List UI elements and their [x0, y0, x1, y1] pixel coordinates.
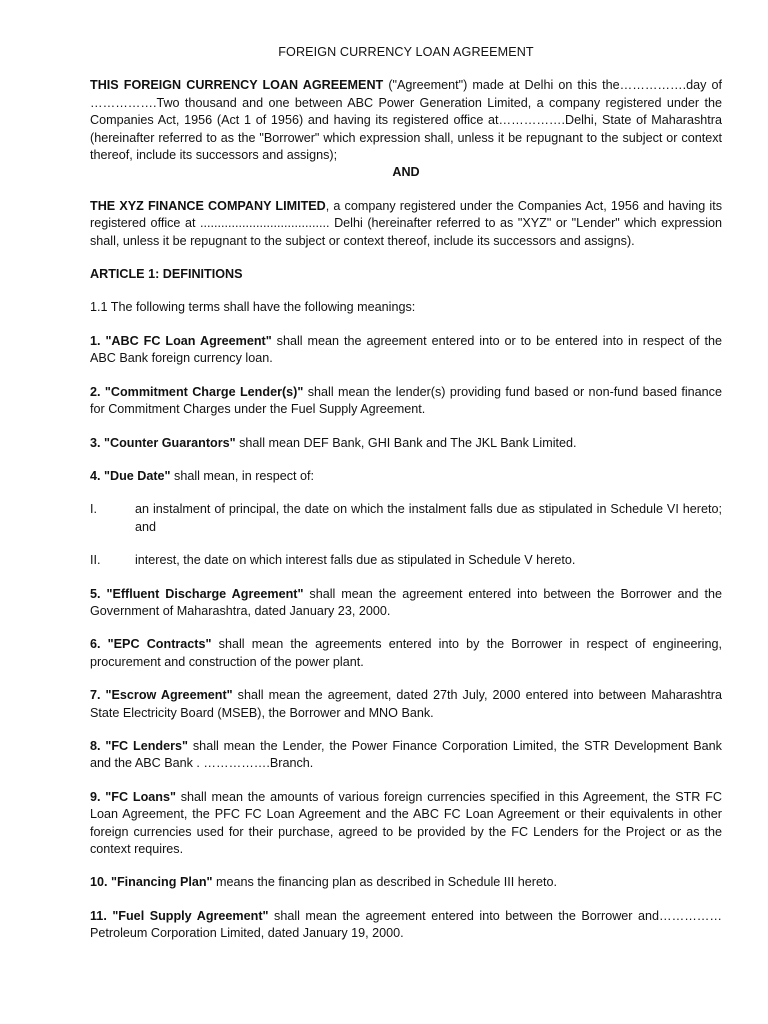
- party2-text: , a company registered under the Companies Act, 1956 and having its registered office at ..................................... Delhi (hereinafter referred to as "XYZ" or "Lender" which expression shall, unless it be repugnant to the subject or context thereof, include its successors and assigns).: [90, 198, 722, 248]
- definition-term: 5. "Effluent Discharge Agreement": [90, 586, 304, 601]
- intro-text: ("Agreement") made at Delhi on this the…………….day of …………….Two thousand and one between ABC Power Generation Limited, a company registered under the Companies Act, 1956 (Act 1 of 1956) and having its registered office at…………….Delhi, State of Maharashtra (hereinafter referred to as the "Borrower" which expression shall, unless it be repugnant to the subject or context thereof, include its successors and assigns);: [90, 78, 722, 163]
- intro-paragraph: [90, 77, 722, 164]
- clause-intro: 1.1 The following terms shall have the following meanings:: [90, 300, 416, 315]
- intro-lead: THIS FOREIGN CURRENCY LOAN AGREEMENT: [90, 78, 384, 93]
- definition-text: shall mean the lender(s) providing fund based or non-fund based finance for Commitment Charges under the Fuel Supply Agreement.: [90, 384, 722, 417]
- due-date-item-1: [90, 501, 722, 536]
- definition-term: 6. "EPC Contracts": [90, 637, 212, 652]
- document-title: FOREIGN CURRENCY LOAN AGREEMENT: [278, 45, 534, 59]
- definition-term: 11. "Fuel Supply Agreement": [90, 908, 269, 923]
- definition-term: 9. "FC Loans": [90, 789, 176, 804]
- definition-9: [90, 789, 722, 859]
- definition-text: shall mean the amounts of various foreign currencies specified in this Agreement, the STR FC Loan Agreement, the PFC FC Loan Agreement and the ABC FC Loan Agreement or their equivalents in other foreign currencies used for their purchase, agreed to be provided by the FC Lenders for the Project or as the context requires.: [90, 789, 722, 856]
- definition-4: [90, 468, 722, 485]
- definition-text: shall mean the agreement, dated 27th July, 2000 entered into between Maharashtra State Electricity Board (MSEB), the Borrower and MNO Bank.: [90, 688, 723, 720]
- roman-numeral: II.: [90, 553, 101, 568]
- definition-3: [90, 435, 722, 452]
- definition-8: [90, 738, 722, 773]
- definition-7: [90, 687, 722, 722]
- definition-term: 7. "Escrow Agreement": [90, 688, 233, 703]
- definition-text: shall mean the agreements entered into by the Borrower in respect of engineering, procurement and construction of the power plant.: [90, 637, 722, 669]
- definition-text: shall mean, in respect of:: [170, 468, 315, 483]
- due-date-item-text: interest, the date on which interest falls due as stipulated in Schedule V hereto.: [135, 553, 576, 568]
- definition-1: [90, 333, 722, 368]
- article-heading: ARTICLE 1: DEFINITIONS: [90, 267, 243, 282]
- due-date-item-text: an instalment of principal, the date on which the instalment falls due as stipulated in Schedule VI hereto; and: [135, 502, 722, 534]
- definition-term: 8. "FC Lenders": [90, 738, 188, 753]
- and-separator: AND: [392, 165, 420, 180]
- definition-term: 3. "Counter Guarantors": [90, 435, 236, 450]
- due-date-item-2: [90, 552, 722, 569]
- definition-11: [90, 908, 722, 943]
- definition-text: shall mean the agreement entered into between the Borrower and…………… Petroleum Corporation Limited, dated January 19, 2000.: [90, 908, 722, 941]
- definition-text: shall mean the agreement entered into or to be entered into in respect of the ABC Bank foreign currency loan.: [90, 333, 722, 366]
- party2-paragraph: [90, 198, 722, 250]
- definition-term: 2. "Commitment Charge Lender(s)": [90, 384, 304, 399]
- definition-text: means the financing plan as described in Schedule III hereto.: [212, 875, 557, 890]
- definition-text: shall mean the Lender, the Power Finance Corporation Limited, the STR Development Bank and the ABC Bank . …………….Branch.: [90, 738, 722, 771]
- definition-10: [90, 874, 722, 891]
- definition-text: shall mean the agreement entered into between the Borrower and the Government of Maharashtra, dated January 23, 2000.: [90, 586, 722, 618]
- definition-term: 10. "Financing Plan": [90, 875, 213, 890]
- definition-2: [90, 384, 722, 419]
- definition-text: shall mean DEF Bank, GHI Bank and The JKL Bank Limited.: [235, 435, 577, 450]
- roman-numeral: I.: [90, 502, 97, 517]
- definition-term: 4. "Due Date": [90, 468, 171, 483]
- definition-term: 1. "ABC FC Loan Agreement": [90, 333, 272, 348]
- definition-6: [90, 636, 722, 671]
- party2-lead: THE XYZ FINANCE COMPANY LIMITED: [90, 198, 326, 213]
- definition-5: [90, 586, 722, 621]
